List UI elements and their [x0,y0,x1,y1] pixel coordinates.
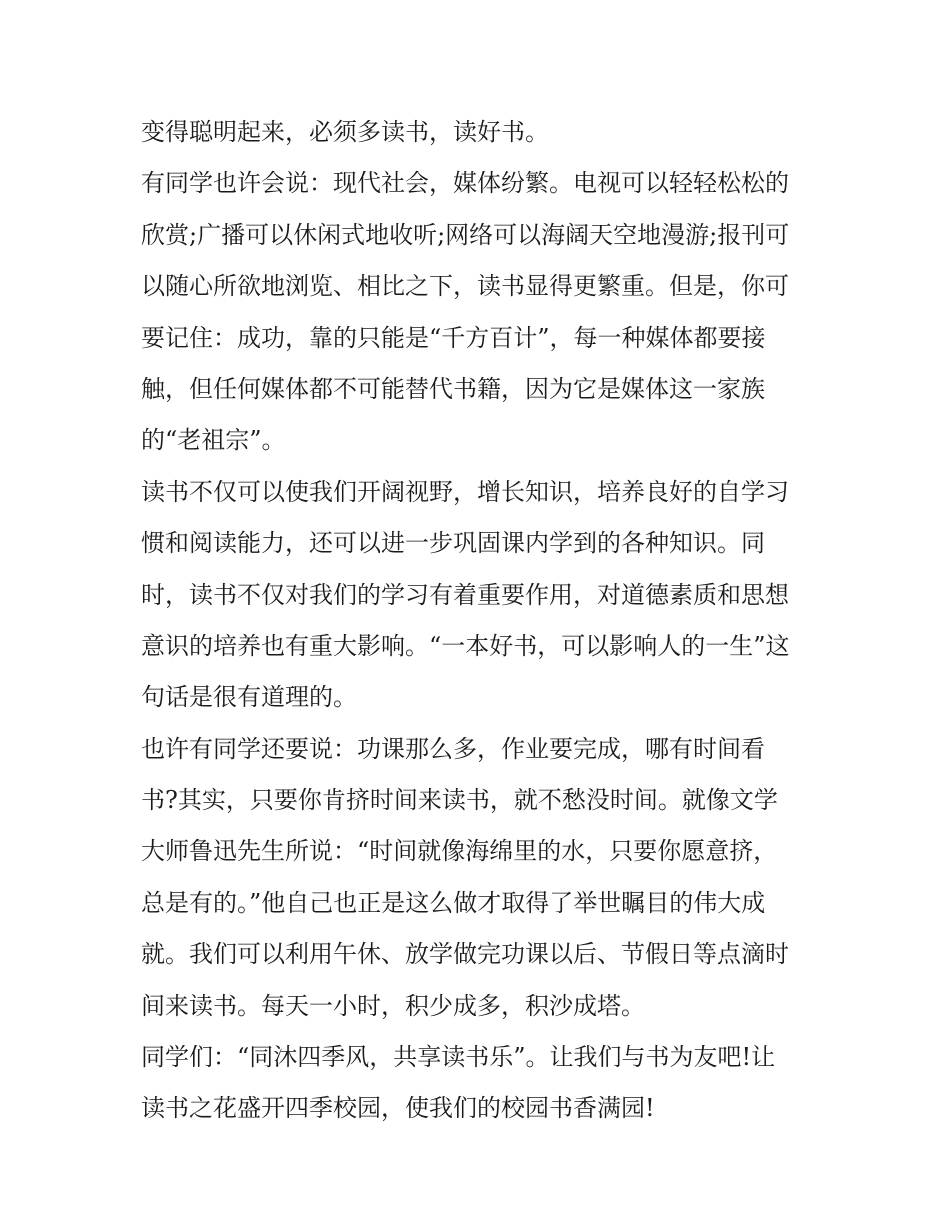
text-line: 也许有同学还要说：功课那么多，作业要完成，哪有时间看 [141,734,765,763]
text-line: 以随心所欲地浏览、相比之下，读书显得更繁重。但是，你可 [141,272,789,301]
text-line: 欣赏;广播可以休闲式地收听;网络可以海阔天空地漫游;报刊可 [141,220,790,249]
text-line: 间来读书。每天一小时，积少成多，积沙成塔。 [141,991,645,1020]
text-line: 读书之花盛开四季校园，使我们的校园书香满园! [141,1094,655,1123]
text-line: 就。我们可以利用午休、放学做完功课以后、节假日等点滴时 [141,940,789,969]
text-line: 有同学也许会说：现代社会，媒体纷繁。电视可以轻轻松松的 [141,169,789,198]
essay-body [141,107,821,1135]
text-line: 句话是很有道理的。 [141,683,357,712]
text-line: 时，读书不仅对我们的学习有着重要作用，对道德素质和思想 [141,580,789,609]
text-line: 变得聪明起来，必须多读书，读好书。 [141,118,549,146]
text-line: 书?其实，只要你肯挤时间来读书，就不愁没时间。就像文学 [141,786,778,815]
text-line: 惯和阅读能力，还可以进一步巩固课内学到的各种知识。同 [141,529,765,558]
text-line: 读书不仅可以使我们开阔视野，增长知识，培养良好的自学习 [141,477,789,506]
text-line: 要记住：成功，靠的只能是“千方百计”，每一种媒体都要接 [141,323,766,352]
text-line: 同学们：“同沐四季风，共享读书乐”。让我们与书为友吧!让 [141,1043,776,1072]
text-line: 意识的培养也有重大影响。“一本好书，可以影响人的一生”这 [141,631,790,660]
text-line: 大师鲁迅先生所说：“时间就像海绵里的水，只要你愿意挤， [141,837,778,866]
text-line: 的“老祖宗”。 [141,426,286,455]
text-line: 总是有的。”他自己也正是这么做才取得了举世瞩目的伟大成 [141,888,766,917]
text-line: 触，但任何媒体都不可能替代书籍，因为它是媒体这一家族 [141,374,765,403]
